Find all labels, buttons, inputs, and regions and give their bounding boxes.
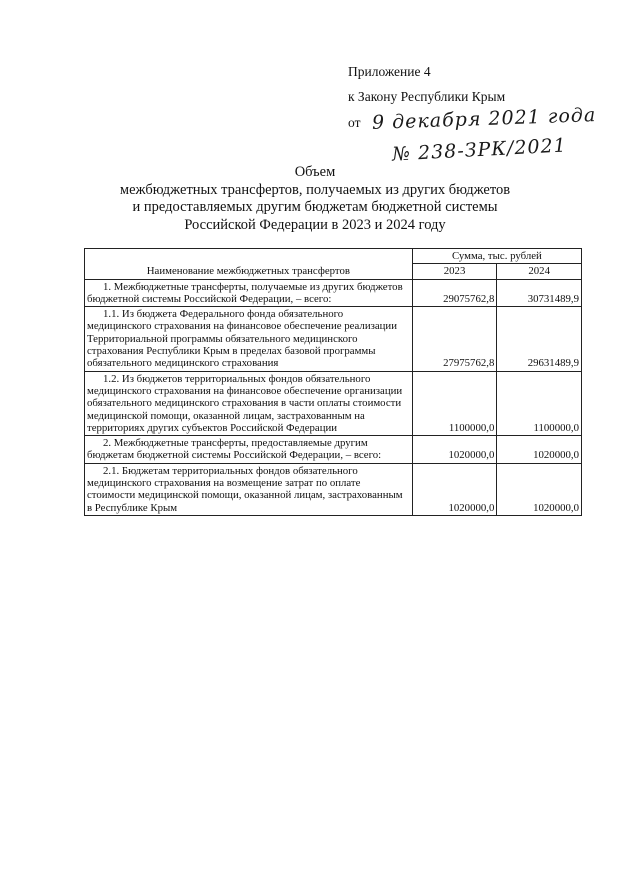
table-header-row [85,249,582,264]
document-title [80,164,550,234]
handwritten-date: 9 декабря 2021 года [371,104,597,134]
row-name: 1.2. Из бюджетов территориальных фондов обязательного медицинского страхования на финансовое обеспечение организации обязательного медицинского страхования в части оплаты стоимости медицинской помощи, оказанной лицам, застрахованным на территориях других субъектов Российской Федерации [85,371,413,435]
title-line-1: Объем [294,164,336,180]
row-value-2024: 1020000,0 [497,463,582,515]
row-name: 2.1. Бюджетам территориальных фондов обязательного медицинского страхования на возмещение затрат по оплате стоимости медицинской помощи, оказанной лицам, застрахованным в Республике Крым [85,463,413,515]
row-value-2024: 1100000,0 [497,371,582,435]
title-line-3: и предоставляемых другим бюджетам бюджетной системы [132,199,498,215]
transfers-table [84,248,582,516]
row-value-2023: 1100000,0 [412,371,497,435]
row-name: 1.1. Из бюджета Федерального фонда обязательного медицинского страхования на финансовое обеспечение реализации Территориальной программы обязательного медицинского страхования Республики Крым в пределах базовой программы обязательного медицинского страхования [85,307,413,371]
title-line-4: Российской Федерации в 2023 и 2024 году [184,216,446,233]
row-value-2023: 1020000,0 [412,463,497,515]
title-line-2: межбюджетных трансфертов, получаемых из других бюджетов [119,181,511,198]
row-value-2023: 29075762,8 [412,279,497,307]
appendix-number: Приложение 4 [348,64,431,79]
table-row [85,436,582,464]
header-name: Наименование межбюджетных трансфертов [85,249,413,280]
row-value-2024: 29631489,9 [497,307,582,371]
table-row [85,371,582,435]
table-row [85,279,582,307]
table-row [85,307,582,371]
row-value-2024: 1020000,0 [497,436,582,464]
row-value-2023: 1020000,0 [412,436,497,464]
handwritten-number: № 238-ЗРК/2021 [391,134,568,166]
row-name: 2. Межбюджетные трансферты, предоставляемые другим бюджетам бюджетной системы Российской Федерации, – всего: [85,436,413,464]
header-year-2024: 2024 [497,264,582,279]
appendix-date-prefix: от [348,115,361,130]
row-value-2024: 30731489,9 [497,279,582,307]
header-sum: Сумма, тыс. рублей [412,249,581,264]
row-value-2023: 27975762,8 [412,307,497,371]
appendix-law-ref: к Закону Республики Крым [348,89,506,104]
table-row [85,463,582,515]
header-year-2023: 2023 [412,264,497,279]
row-name: 1. Межбюджетные трансферты, получаемые из других бюджетов бюджетной системы Российской Федерации, – всего: [85,279,413,307]
